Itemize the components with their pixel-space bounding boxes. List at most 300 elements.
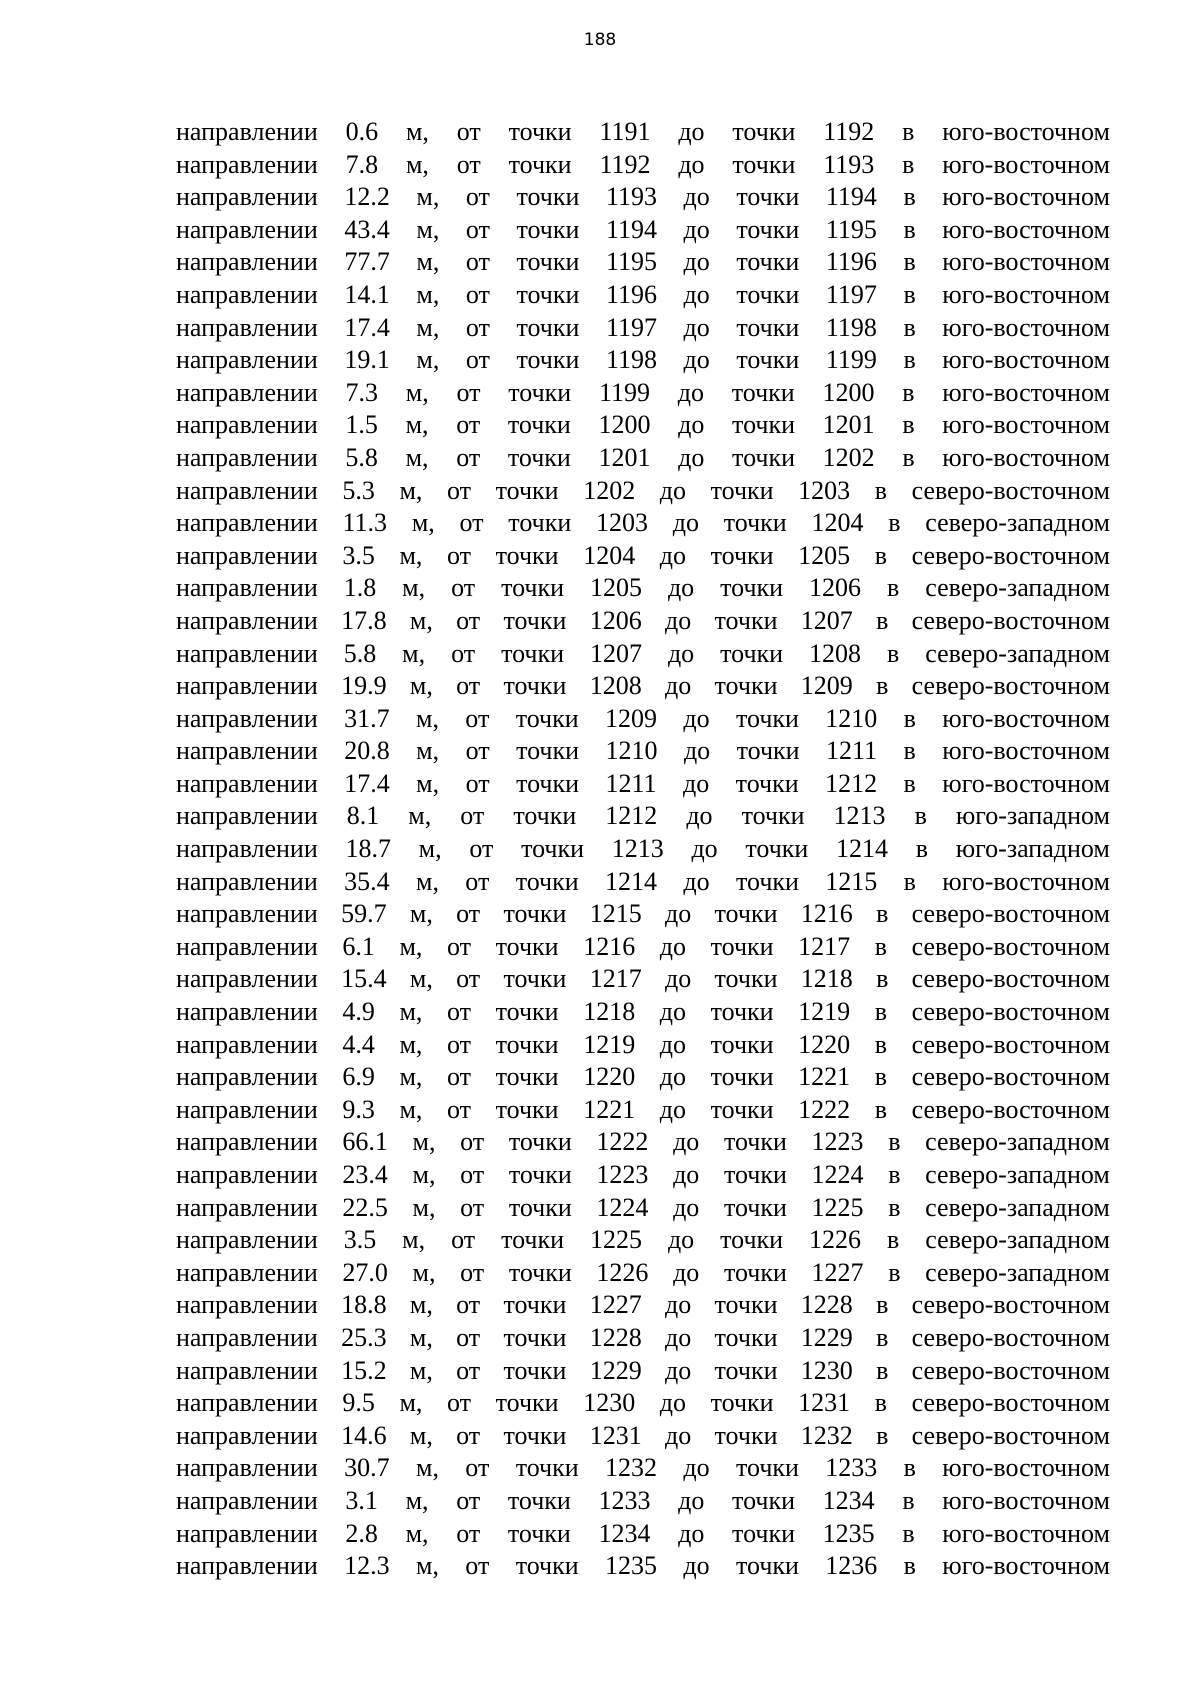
text-word: северо-западном — [925, 1192, 1110, 1222]
text-word: 1199 — [598, 377, 651, 407]
text-word: 25.3 — [341, 1322, 387, 1352]
text-word: точки — [714, 1322, 778, 1352]
text-word: юго-восточном — [942, 410, 1110, 440]
text-word: направлении — [176, 899, 318, 929]
text-word: 1226 — [596, 1257, 649, 1287]
text-word: 8.1 — [346, 801, 380, 831]
text-word: точки — [516, 312, 580, 342]
text-word: северо-восточном — [911, 1062, 1110, 1092]
text-word: точки — [507, 442, 571, 472]
text-word: от — [465, 279, 490, 309]
text-word: 4.9 — [342, 997, 375, 1027]
text-word: от — [447, 540, 472, 570]
text-word: юго-восточном — [942, 312, 1110, 342]
text-word: 1211 — [605, 768, 657, 798]
text-word: точки — [495, 1062, 559, 1092]
text-word: 43.4 — [344, 214, 390, 244]
text-word: до — [683, 1453, 710, 1483]
text-word: в — [903, 214, 916, 244]
text-word: в — [902, 149, 915, 179]
text-word: от — [465, 214, 490, 244]
text-word: точки — [720, 573, 784, 603]
text-word: точки — [714, 671, 778, 701]
text-word: 1236 — [825, 1551, 878, 1581]
text-word: от — [465, 736, 490, 766]
text-word: 1218 — [583, 997, 636, 1027]
text-word: в — [903, 247, 916, 277]
text-word: направлении — [176, 671, 318, 701]
text-word: до — [678, 149, 705, 179]
text-line — [176, 246, 1110, 279]
text-line — [176, 1518, 1110, 1551]
text-word: юго-восточном — [942, 182, 1110, 212]
text-word: до — [673, 1160, 700, 1189]
text-word: направлении — [176, 117, 318, 146]
text-word: 1.5 — [345, 410, 378, 440]
text-word: до — [678, 410, 705, 440]
text-word: точки — [714, 605, 778, 635]
text-word: направлении — [176, 1518, 318, 1548]
text-word: в — [874, 1062, 888, 1092]
text-word: от — [447, 1029, 472, 1059]
text-word: м, — [416, 312, 440, 342]
text-word: юго-восточном — [942, 1518, 1110, 1548]
text-word: 1202 — [583, 475, 636, 505]
text-word: до — [665, 899, 692, 929]
text-word: 11.3 — [342, 508, 388, 538]
text-word: точки — [508, 377, 572, 407]
text-word: точки — [732, 1518, 796, 1548]
text-word: 1198 — [825, 312, 877, 342]
text-word: направлении — [176, 1127, 318, 1157]
text-word: от — [447, 1062, 472, 1092]
text-word: точки — [723, 1257, 787, 1287]
text-word: 1192 — [823, 117, 875, 146]
text-line — [176, 1224, 1110, 1257]
text-word: до — [672, 508, 699, 538]
text-word: в — [903, 345, 916, 375]
text-word: в — [874, 540, 888, 570]
text-word: точки — [503, 964, 567, 994]
text-word: точки — [515, 866, 579, 896]
text-word: от — [465, 1453, 490, 1483]
text-word: точки — [516, 214, 580, 244]
text-word: направлении — [176, 345, 318, 375]
text-word: в — [888, 1192, 901, 1222]
text-word: точки — [710, 931, 774, 961]
text-word: точки — [710, 475, 774, 505]
text-word: северо-восточном — [911, 671, 1110, 701]
text-word: 1200 — [822, 377, 875, 407]
text-word: направлении — [176, 1388, 318, 1418]
text-word: в — [903, 736, 916, 766]
text-word: 1234 — [822, 1485, 875, 1515]
text-word: точки — [503, 1355, 567, 1385]
text-word: направлении — [176, 1257, 318, 1287]
text-word: от — [456, 1355, 481, 1385]
text-word: точки — [508, 1160, 572, 1189]
text-line — [176, 1550, 1110, 1583]
text-word: 9.3 — [342, 1094, 375, 1124]
text-word: в — [902, 377, 915, 407]
text-word: направлении — [176, 182, 318, 212]
text-word: северо-восточном — [911, 964, 1110, 994]
text-word: 1207 — [589, 638, 642, 668]
text-line — [176, 1289, 1110, 1322]
text-word: 1207 — [800, 605, 853, 635]
text-word: м, — [405, 149, 429, 179]
text-word: до — [678, 1485, 705, 1515]
text-word: в — [903, 1453, 916, 1483]
text-word: 1205 — [798, 540, 851, 570]
text-line — [176, 866, 1110, 899]
text-word: м, — [412, 1192, 436, 1222]
text-word: в — [876, 671, 889, 701]
text-word: 1220 — [583, 1062, 636, 1092]
text-word: точки — [503, 899, 567, 929]
text-word: 1217 — [798, 931, 851, 961]
text-line — [176, 1159, 1110, 1192]
text-word: м, — [412, 1160, 436, 1189]
text-word: точки — [495, 997, 559, 1027]
text-word: точки — [503, 605, 567, 635]
text-line — [176, 507, 1110, 540]
text-word: 1224 — [596, 1192, 649, 1222]
text-word: 1191 — [599, 117, 651, 146]
text-word: точки — [516, 736, 580, 766]
text-line — [176, 1257, 1110, 1290]
text-word: точки — [714, 1355, 778, 1385]
text-word: 1192 — [599, 149, 651, 179]
text-word: юго-западном — [955, 834, 1110, 864]
text-word: точки — [515, 1453, 579, 1483]
text-word: направлении — [176, 605, 318, 635]
text-line — [176, 638, 1110, 671]
text-word: 1222 — [798, 1094, 851, 1124]
text-word: 17.8 — [341, 605, 387, 635]
text-word: до — [678, 442, 705, 472]
text-word: точки — [501, 573, 565, 603]
text-word: 1194 — [825, 182, 877, 212]
text-word: юго-восточном — [942, 117, 1110, 146]
text-word: направлении — [176, 931, 318, 961]
text-word: от — [460, 1160, 485, 1189]
text-word: 12.2 — [344, 182, 390, 212]
text-word: направлении — [176, 540, 318, 570]
text-word: точки — [507, 1518, 571, 1548]
text-word: до — [665, 605, 692, 635]
text-word: м, — [418, 834, 442, 864]
text-word: до — [659, 475, 687, 505]
text-word: направлении — [176, 508, 318, 538]
text-word: в — [876, 1420, 889, 1450]
text-word: направлении — [176, 1485, 318, 1515]
text-word: направлении — [176, 1453, 318, 1483]
text-word: м, — [405, 117, 429, 146]
text-word: в — [888, 1127, 901, 1157]
text-word: точки — [736, 312, 800, 342]
text-word: 1217 — [589, 964, 642, 994]
text-word: 1201 — [822, 410, 875, 440]
text-word: точки — [516, 279, 580, 309]
text-line — [176, 442, 1110, 475]
text-word: направлении — [176, 997, 318, 1027]
text-line — [176, 1387, 1110, 1420]
text-word: точки — [495, 540, 559, 570]
text-word: точки — [516, 768, 580, 798]
text-word: 77.7 — [344, 247, 390, 277]
text-word: м, — [399, 997, 423, 1027]
text-word: 1200 — [598, 410, 651, 440]
text-word: от — [456, 964, 481, 994]
text-word: м, — [405, 1485, 429, 1515]
text-word: направлении — [176, 573, 318, 603]
text-word: 5.3 — [342, 475, 375, 505]
text-line — [176, 214, 1110, 247]
text-word: в — [902, 1518, 915, 1548]
text-word: точки — [495, 1094, 559, 1124]
text-word: 1225 — [811, 1192, 864, 1222]
text-word: от — [460, 1257, 485, 1287]
text-word: 1235 — [605, 1551, 658, 1581]
text-word: точки — [515, 1551, 579, 1581]
text-word: 1228 — [800, 1290, 853, 1320]
text-word: направлении — [176, 736, 318, 766]
text-word: от — [465, 768, 490, 798]
text-word: от — [465, 703, 490, 733]
text-word: точки — [732, 1485, 796, 1515]
text-word: юго-восточном — [942, 1551, 1110, 1581]
text-word: направлении — [176, 703, 318, 733]
text-word: точки — [735, 1453, 799, 1483]
text-line — [176, 1420, 1110, 1453]
text-word: от — [456, 1518, 481, 1548]
text-word: от — [460, 1192, 485, 1222]
text-word: от — [465, 182, 490, 212]
text-word: точки — [495, 475, 559, 505]
text-word: 1194 — [605, 214, 657, 244]
text-word: 1205 — [589, 573, 642, 603]
text-word: м, — [399, 1388, 423, 1418]
text-word: до — [659, 997, 687, 1027]
text-word: 18.8 — [341, 1290, 387, 1320]
text-word: точки — [736, 182, 800, 212]
page-number: 188 — [583, 30, 617, 50]
text-word: до — [683, 279, 710, 309]
text-word: 20.8 — [344, 736, 390, 766]
text-word: точки — [515, 703, 579, 733]
text-word: направлении — [176, 834, 318, 864]
text-word: точки — [732, 442, 796, 472]
text-word: точки — [723, 1192, 787, 1222]
text-word: точки — [495, 931, 559, 961]
text-word: точки — [513, 801, 577, 831]
text-word: точки — [508, 1127, 572, 1157]
text-word: от — [456, 442, 481, 472]
text-line — [176, 1061, 1110, 1094]
text-word: 1231 — [798, 1388, 851, 1418]
text-word: 0.6 — [345, 117, 379, 146]
text-word: от — [456, 377, 481, 407]
text-word: 3.5 — [342, 540, 375, 570]
text-word: до — [682, 768, 710, 798]
text-word: точки — [732, 410, 796, 440]
text-word: 7.8 — [345, 149, 379, 179]
text-word: 1226 — [809, 1225, 862, 1255]
text-word: м, — [416, 768, 440, 798]
text-word: м, — [409, 1290, 433, 1320]
text-word: точки — [710, 540, 774, 570]
text-word: м, — [405, 442, 429, 472]
text-word: в — [874, 1029, 888, 1059]
text-word: в — [902, 117, 915, 146]
text-word: от — [465, 1551, 490, 1581]
text-word: юго-восточном — [942, 736, 1110, 766]
text-line — [176, 833, 1110, 866]
text-word: до — [665, 964, 692, 994]
text-word: 1230 — [800, 1355, 853, 1385]
text-word: от — [447, 997, 472, 1027]
text-word: м, — [416, 736, 440, 766]
text-word: до — [667, 573, 695, 603]
text-word: 3.1 — [345, 1485, 378, 1515]
text-line — [176, 572, 1110, 605]
text-word: точки — [736, 279, 800, 309]
text-word: северо-западном — [925, 1160, 1110, 1189]
text-word: точки — [736, 736, 800, 766]
text-line — [176, 670, 1110, 703]
text-word: юго-восточном — [942, 247, 1110, 277]
text-line — [176, 149, 1110, 182]
text-word: точки — [503, 1322, 567, 1352]
text-word: точки — [516, 182, 580, 212]
text-word: до — [677, 377, 704, 407]
text-word: 1216 — [800, 899, 853, 929]
text-word: 30.7 — [344, 1453, 390, 1483]
text-word: 1198 — [605, 345, 657, 375]
text-word: 1203 — [798, 475, 851, 505]
text-word: северо-западном — [925, 508, 1110, 538]
text-word: точки — [710, 1388, 774, 1418]
text-word: точки — [507, 410, 571, 440]
text-word: от — [456, 117, 481, 146]
text-word: 4.4 — [342, 1029, 375, 1059]
text-word: 17.4 — [344, 768, 390, 798]
text-word: в — [903, 768, 916, 798]
text-word: 66.1 — [342, 1127, 388, 1157]
text-word: направлении — [176, 247, 318, 277]
text-line — [176, 377, 1110, 410]
text-word: м, — [402, 638, 426, 668]
text-word: м, — [399, 1062, 423, 1092]
text-word: от — [456, 1420, 481, 1450]
text-word: точки — [516, 345, 580, 375]
text-word: до — [665, 1322, 692, 1352]
text-word: точки — [736, 214, 800, 244]
text-word: юго-западном — [955, 801, 1110, 831]
text-word: 1.8 — [343, 573, 377, 603]
text-line — [176, 735, 1110, 768]
text-word: направлении — [176, 866, 318, 896]
text-word: от — [451, 573, 476, 603]
text-word: точки — [508, 117, 572, 146]
text-word: направлении — [176, 1062, 318, 1092]
text-word: 1209 — [800, 671, 853, 701]
text-word: 22.5 — [342, 1192, 388, 1222]
text-word: 1235 — [822, 1518, 875, 1548]
text-word: направлении — [176, 1551, 318, 1581]
text-word: м, — [415, 703, 439, 733]
text-word: 5.8 — [345, 442, 378, 472]
text-word: точки — [735, 1551, 799, 1581]
text-line — [176, 1485, 1110, 1518]
text-word: 27.0 — [342, 1257, 388, 1287]
text-word: до — [683, 182, 710, 212]
text-word: до — [673, 1257, 700, 1287]
text-line — [176, 540, 1110, 573]
text-word: м, — [409, 605, 433, 635]
text-word: 17.4 — [344, 312, 390, 342]
text-word: юго-восточном — [942, 279, 1110, 309]
text-word: в — [903, 866, 916, 896]
text-word: до — [683, 1551, 710, 1581]
text-word: направлении — [176, 1290, 318, 1320]
text-word: направлении — [176, 279, 318, 309]
text-word: 1196 — [825, 247, 877, 277]
text-word: 1215 — [589, 899, 642, 929]
text-word: 1218 — [800, 964, 853, 994]
text-word: 1216 — [583, 931, 636, 961]
text-word: точки — [710, 1062, 774, 1092]
text-word: 1196 — [605, 279, 657, 309]
text-word: точки — [507, 1485, 571, 1515]
text-word: от — [456, 149, 481, 179]
text-line — [176, 475, 1110, 508]
text-word: м, — [409, 964, 433, 994]
text-word: м, — [409, 899, 433, 929]
text-word: 1203 — [596, 508, 649, 538]
text-word: до — [667, 1225, 695, 1255]
text-word: в — [876, 1290, 889, 1320]
text-word: северо-восточном — [911, 1322, 1110, 1352]
document-body-text — [176, 116, 1110, 1583]
text-word: м, — [409, 671, 433, 701]
text-word: точки — [745, 834, 809, 864]
text-word: 1229 — [800, 1322, 853, 1352]
text-word: точки — [508, 1257, 572, 1287]
text-word: точки — [508, 508, 572, 538]
text-word: до — [686, 801, 713, 831]
text-word: 31.7 — [344, 703, 390, 733]
text-word: северо-восточном — [911, 1420, 1110, 1450]
text-word: северо-восточном — [911, 1094, 1110, 1124]
text-word: 1206 — [589, 605, 642, 635]
text-word: 1223 — [811, 1127, 864, 1157]
text-word: в — [874, 1388, 888, 1418]
text-word: от — [460, 801, 485, 831]
text-word: 1197 — [825, 279, 877, 309]
text-word: от — [456, 899, 481, 929]
text-word: 1208 — [809, 638, 862, 668]
text-word: точки — [736, 247, 800, 277]
text-word: точки — [720, 638, 784, 668]
text-word: в — [914, 801, 927, 831]
text-word: точки — [735, 768, 799, 798]
text-word: 14.1 — [344, 279, 390, 309]
text-word: 1229 — [589, 1355, 642, 1385]
text-word: в — [874, 997, 888, 1027]
text-word: 1219 — [798, 997, 851, 1027]
